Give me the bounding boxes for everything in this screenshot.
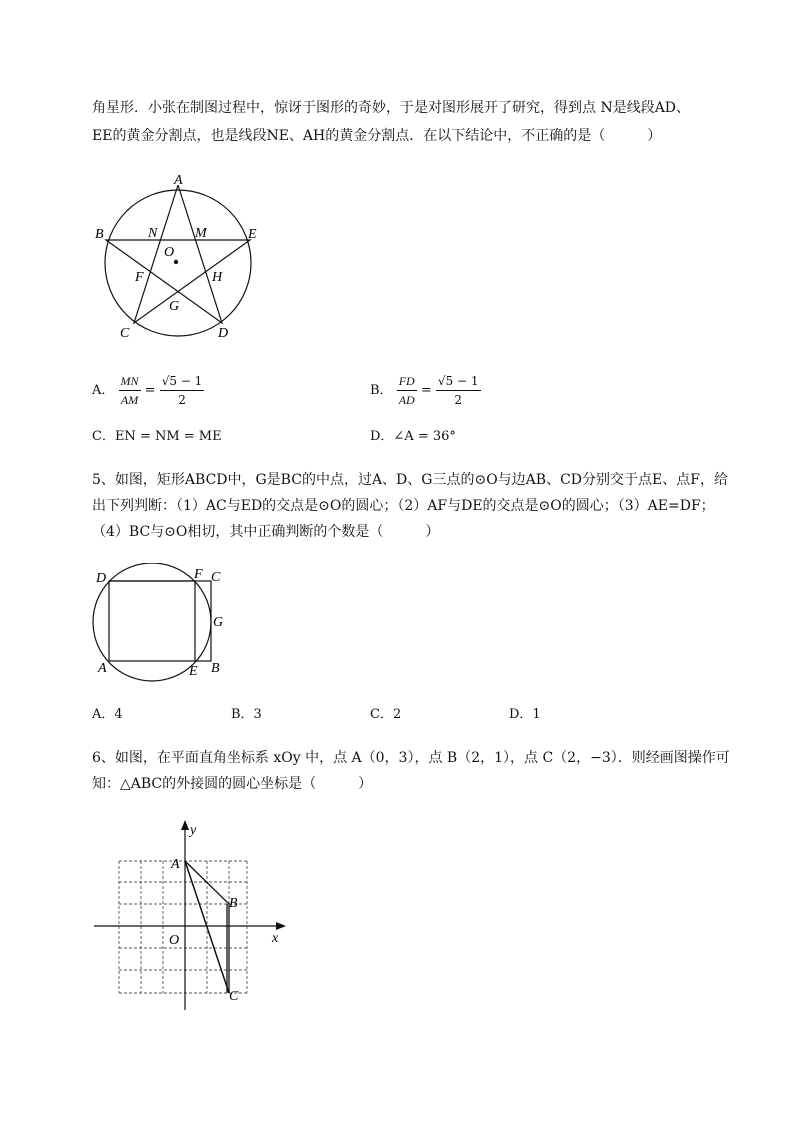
q4-option-a-prefix: A． [92,383,115,398]
q4-option-a-rden: 2 [178,393,186,407]
q4-option-d: D．∠A = 36° [370,429,456,444]
q6-x-arrow [276,922,286,930]
q6-label-x: x [272,931,279,946]
q4-circle [105,190,251,336]
q4-option-a-rnum: √5 − 1 [160,372,205,391]
q6-label-O: O [169,933,180,948]
q4-option-b-eq: = [420,383,432,398]
q4-option-a [92,372,204,409]
q4-option-a-fraction-left [119,372,141,409]
q5-label-G: G [213,615,224,630]
q5-text-line-3: （4）BC与⊙O相切，其中正确判断的个数是（ ） [92,524,440,540]
q4-option-b-rden: 2 [454,393,463,407]
q4-option-b-fraction-right [436,372,481,409]
q4-label-H: H [212,270,223,285]
q5-label-B: B [211,661,220,676]
q4-option-b-num: FD [397,372,417,391]
q6-dashed-grid [119,861,247,993]
q4-option-a-fraction-right [160,372,205,409]
q4-center-dot [174,260,178,264]
q6-label-A: A [171,857,180,872]
q4-star-figure [92,168,272,343]
q4-option-a-den: AM [120,393,139,407]
q5-option-c: C．2 [370,707,402,722]
q4-label-B: B [95,227,104,242]
q4-option-b-rnum: √5 − 1 [436,372,481,391]
q6-label-y: y [190,823,197,838]
q5-text-line-2: 出下列判断：（1）AC与ED的交点是⊙O的圆心；（2）AF与DE的交点是⊙O的圆心；（3）AE=DF； [92,498,715,514]
q4-label-D: D [218,326,229,341]
q6-coordinate-figure [90,818,290,1016]
q5-label-A: A [98,661,107,676]
q5-label-C: C [211,570,221,585]
q4-option-b [370,372,481,409]
q4-label-A: A [174,173,183,188]
q5-option-b: B．3 [231,707,262,722]
q4-option-b-prefix: B． [370,383,393,398]
q6-label-B: B [229,896,238,911]
q6-text-line-1: 6、如图，在平面直角坐标系 xOy 中，点 A（0，3），点 B（2，1），点 C（2，−3）．则经画图操作可 [92,750,730,766]
q4-option-c: C．EN = NM = ME [92,429,222,444]
q4-label-M: M [195,226,207,241]
q5-label-F: F [194,567,203,582]
q6-y-arrow [181,820,189,830]
q5-option-d: D．1 [509,707,541,722]
q4-text-line-1: 角星形．小张在制图过程中，惊讶于图形的奇妙，于是对图形展开了研究，得到点 N是线段AD、 [92,100,691,116]
q6-text-line-2: 知：△ABC的外接圆的圆心坐标是（ ） [92,776,373,792]
q5-rect-circle-figure [92,563,232,683]
q4-label-N: N [148,226,158,241]
q5-rectangle [109,581,211,661]
q4-label-O: O [164,245,175,260]
q5-text-line-1: 5、如图，矩形ABCD中，G是BC的中点，过A、D、G三点的⊙O与边AB、CD分别交于点E、点F，给 [92,472,728,488]
q4-label-C: C [120,326,130,341]
q4-option-b-fraction-left [397,372,417,409]
q5-label-D: D [96,571,107,586]
q4-label-F: F [135,270,144,285]
q4-option-a-num: MN [119,372,141,391]
q4-option-a-eq: = [144,383,156,398]
q4-text-line-2: EE的黄金分割点，也是线段NE、AH的黄金分割点．在以下结论中，不正确的是（ ） [92,128,662,144]
q4-label-G: G [169,299,180,314]
q6-label-C: C [229,989,239,1004]
q4-option-b-den: AD [398,393,415,407]
q5-label-E: E [189,664,198,679]
q5-option-a: A．4 [92,707,123,722]
q4-label-E: E [248,227,257,242]
